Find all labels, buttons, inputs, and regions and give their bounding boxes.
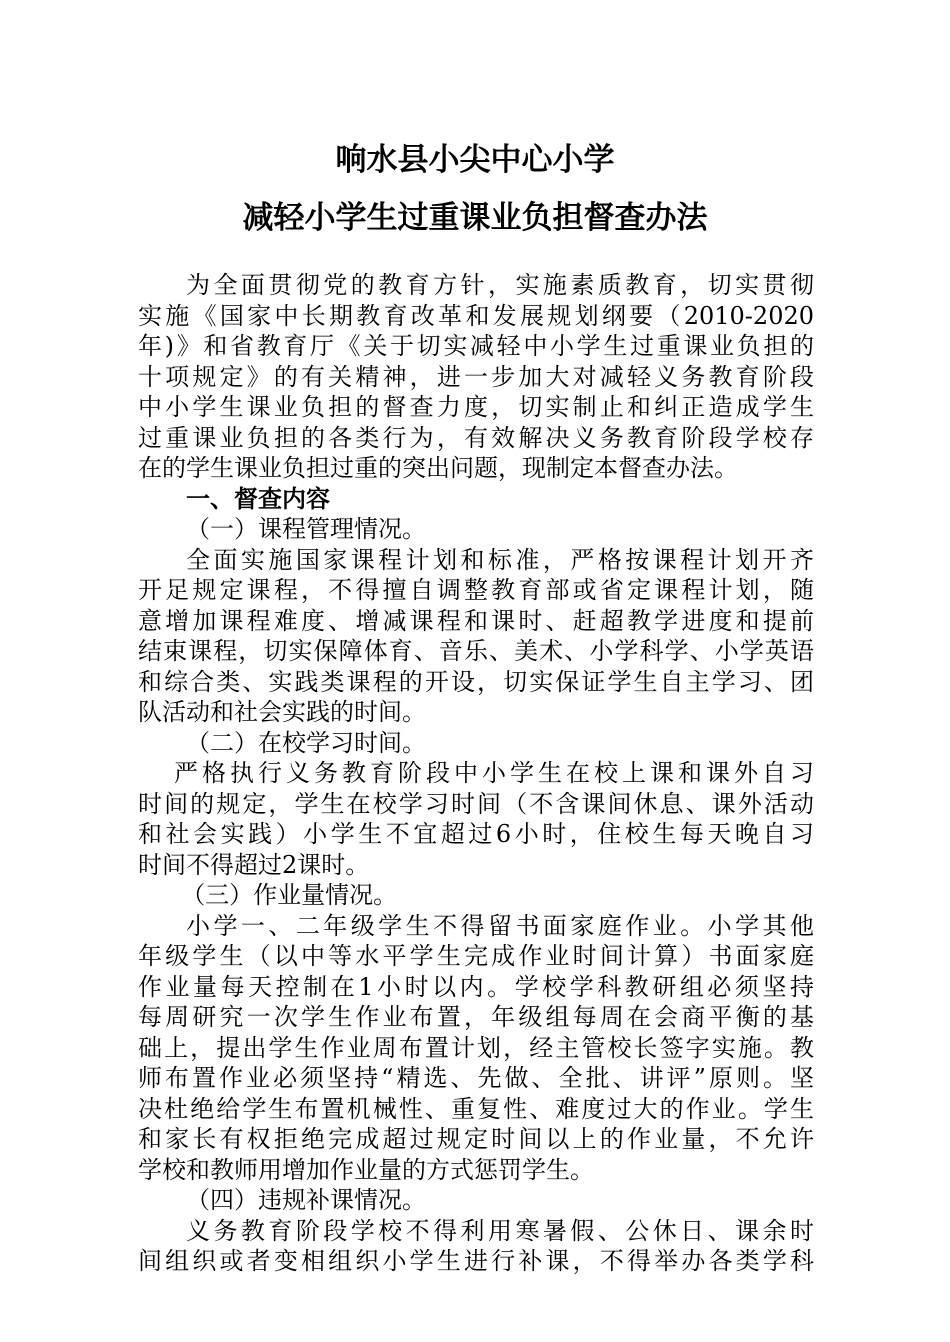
paragraph-line: 义务教育阶段学校不得利用寒暑假、公休日、课余时 bbox=[186, 1216, 814, 1245]
paragraph-line: 每周研究一次学生作业布置，年级组每周在会商平衡的基 bbox=[138, 1003, 814, 1031]
paragraph-line: 结束课程，切实保障体育、音乐、美术、小学科学、小学英语 bbox=[138, 637, 814, 665]
paragraph-line: 年级学生（以中等水平学生完成作业时间计算）书面家庭 bbox=[138, 942, 814, 970]
subsection-heading: （一）课程管理情况。 bbox=[186, 515, 426, 543]
document-title-school: 响水县小尖中心小学 bbox=[335, 142, 615, 178]
paragraph-line: 开足规定课程，不得擅自调整教育部或省定课程计划，随 bbox=[138, 576, 814, 604]
paragraph-line: 为全面贯彻党的教育方针，实施素质教育，切实贯彻 bbox=[186, 271, 814, 299]
paragraph-line: 决杜绝给学生布置机械性、重复性、难度过大的作业。学生 bbox=[138, 1094, 814, 1123]
paragraph-line: 和家长有权拒绝完成超过规定时间以上的作业量，不允许 bbox=[138, 1125, 814, 1153]
paragraph-line: 和社会实践）小学生不宜超过6小时，住校生每天晚自习 bbox=[138, 820, 814, 848]
paragraph-line: 师布置作业必须坚持“精选、先做、全批、讲评”原则。坚 bbox=[138, 1064, 814, 1092]
subsection-heading: （四）违规补课情况。 bbox=[186, 1186, 426, 1214]
paragraph-line: 学校和教师用增加作业量的方式惩罚学生。 bbox=[138, 1155, 594, 1184]
paragraph-line: 十项规定》的有关精神，进一步加大对减轻义务教育阶段 bbox=[138, 362, 814, 391]
paragraph-line: 在的学生课业负担过重的突出问题，现制定本督查办法。 bbox=[138, 454, 738, 482]
paragraph-line: 实施《国家中长期教育改革和发展规划纲要（2010-2020 bbox=[138, 301, 814, 330]
paragraph-line: 年)》和省教育厅《关于切实减轻中小学生过重课业负担的 bbox=[138, 332, 814, 360]
paragraph-line: 队活动和社会实践的时间。 bbox=[138, 698, 426, 726]
paragraph-line: 小学一、二年级学生不得留书面家庭作业。小学其他 bbox=[186, 911, 814, 940]
subsection-heading: （三）作业量情况。 bbox=[181, 881, 398, 909]
paragraph-line: 时间的规定，学生在校学习时间（不含课间休息、课外活动 bbox=[138, 789, 814, 818]
subsection-heading: （二）在校学习时间。 bbox=[186, 728, 426, 757]
document-body bbox=[138, 270, 814, 1277]
paragraph-line: 中小学生课业负担的督查力度，切实制止和纠正造成学生 bbox=[138, 393, 814, 421]
paragraph-line: 和综合类、实践类课程的开设，切实保证学生自主学习、团 bbox=[138, 667, 814, 696]
paragraph-line: 础上，提出学生作业周布置计划，经主管校长签字实施。教 bbox=[138, 1033, 814, 1062]
paragraph-line: 意增加课程难度、增减课程和课时、赶超教学进度和提前 bbox=[138, 606, 814, 635]
paragraph-line: 作业量每天控制在1小时以内。学校学科教研组必须坚持 bbox=[138, 972, 814, 1001]
paragraph-line: 时间不得超过2课时。 bbox=[138, 850, 370, 879]
section-heading: 一、督查内容 bbox=[186, 484, 330, 513]
paragraph-line: 过重课业负担的各类行为，有效解决义务教育阶段学校存 bbox=[138, 423, 814, 452]
paragraph-line: 间组织或者变相组织小学生进行补课，不得举办各类学科 bbox=[138, 1247, 814, 1275]
paragraph-line: 严格执行义务教育阶段中小学生在校上课和课外自习 bbox=[174, 759, 814, 787]
paragraph-line: 全面实施国家课程计划和标准，严格按课程计划开齐 bbox=[186, 545, 814, 574]
document-title-main: 减轻小学生过重课业负担督查办法 bbox=[242, 200, 708, 236]
